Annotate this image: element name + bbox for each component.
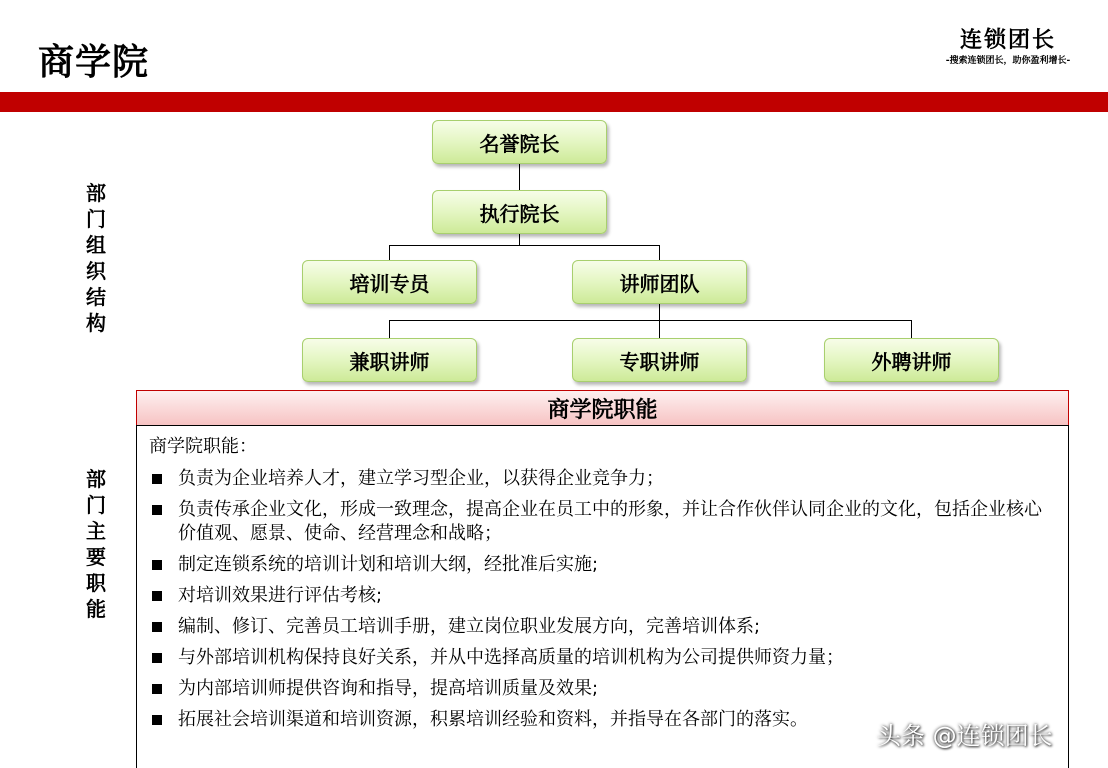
list-item-text: 负责传承企业文化，形成一致理念，提高企业在员工中的形象，并让合作伙伴认同企业的文化，包括企业核心价值观、愿景、使命、经营理念和战略； [178,499,1042,544]
list-item-text: 为内部培训师提供咨询和指导，提高培训质量及效果; [178,678,599,699]
list-item-text: 与外部培训机构保持良好关系，并从中选择高质量的培训机构为公司提供师资力量； [178,647,844,668]
org-node-training-specialist: 培训专员 [302,260,477,304]
org-node-external-lecturer: 外聘讲师 [824,338,999,382]
bullet-square-icon [152,560,162,570]
org-node-full-time-lecturer: 专职讲师 [572,338,747,382]
bullet-square-icon [152,505,162,515]
connector-line [659,245,660,260]
org-node-part-time-lecturer: 兼职讲师 [302,338,477,382]
bullet-square-icon [152,622,162,632]
list-item [149,646,1058,670]
bullet-square-icon [152,715,162,725]
connector-line [911,320,912,338]
list-item [149,615,1058,639]
org-node-honorary-dean: 名誉院长 [432,120,607,164]
bullet-square-icon [152,591,162,601]
connector-line [389,320,912,321]
watermark: 头条 @连锁团长 [877,722,1053,750]
bullet-square-icon [152,653,162,663]
brand-logo [930,26,1086,68]
list-item-text: 编制、修订、完善员工培训手册，建立岗位职业发展方向，完善培训体系; [178,616,761,637]
bullet-square-icon [152,474,162,484]
brand-name: 连锁团长 [959,27,1056,53]
bullet-square-icon [152,684,162,694]
connector-line [659,320,660,338]
connector-line [519,164,520,190]
connector-line [389,245,660,246]
header-divider-bar [0,92,1108,112]
org-node-executive-dean: 执行院长 [432,190,607,234]
connector-line [659,304,660,321]
org-node-lecturer-team: 讲师团队 [572,260,747,304]
brand-slogan: -搜索连锁团长，助你盈利增长- [945,56,1071,66]
list-item-text: 负责为企业培养人才，建立学习型企业，以获得企业竞争力； [178,468,664,489]
functions-intro: 商学院职能： [149,436,257,457]
side-label-structure: 部门组织结构 [86,181,106,335]
side-label-functions: 部门主要职能 [86,467,106,621]
list-item-text: 制定连锁系统的培训计划和培训大纲，经批准后实施; [178,554,599,575]
connector-line [389,245,390,260]
list-item [149,498,1058,546]
list-item [149,467,1058,491]
list-item [149,584,1058,608]
connector-line [389,320,390,338]
list-item [149,553,1058,577]
list-item-text: 对培训效果进行评估考核; [178,585,383,606]
page-title: 商学院 [38,42,150,83]
list-item-text: 拓展社会培训渠道和培训资源，积累培训经验和资料，并指导在各部门的落实。 [178,709,808,730]
list-item [149,677,1058,701]
functions-header: 商学院职能 [136,390,1069,426]
